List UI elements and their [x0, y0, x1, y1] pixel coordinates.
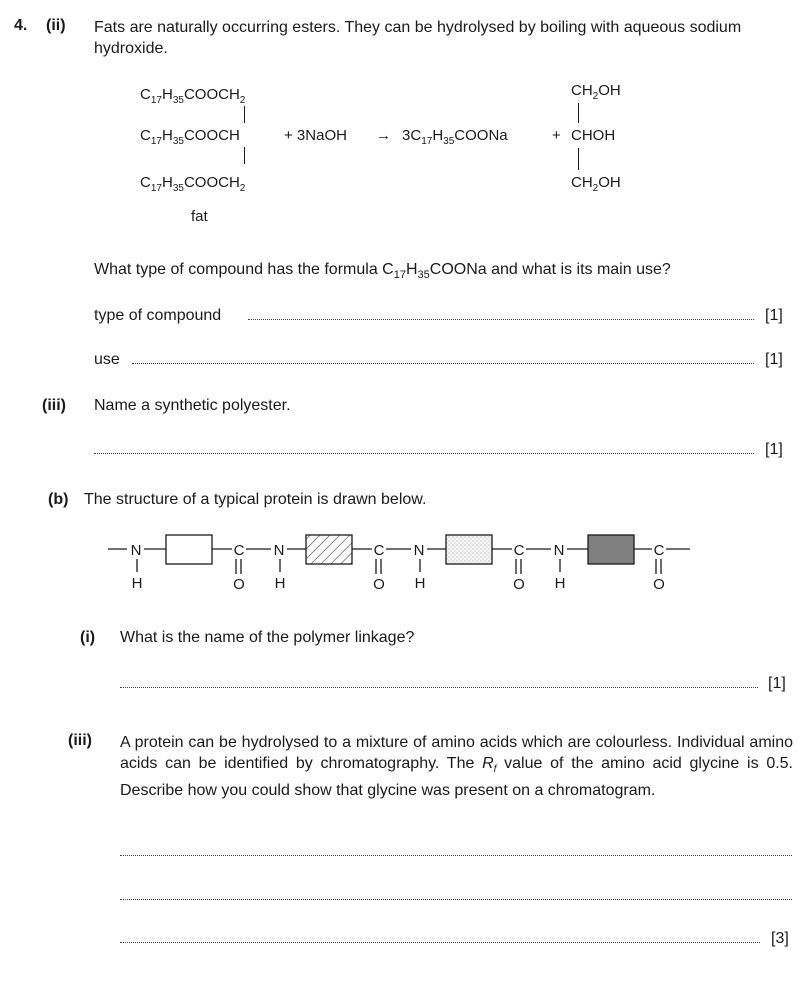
part-ii-intro: Fats are naturally occurring esters. They can be hydrolysed by boiling with aqueous sodium hydroxide.: [94, 19, 742, 57]
part-iii-label: (iii): [42, 397, 66, 414]
part-b-label: (b): [48, 491, 69, 508]
fat-formula-line-3: $C_{17}H_{35}COOCH_2$: [140, 174, 246, 194]
question-number: 4.: [14, 17, 28, 34]
rf-symbol: R: [482, 755, 494, 772]
reagent-naoh: + 3NaOH: [284, 127, 347, 144]
atom-c: C: [653, 542, 665, 559]
atom-o: O: [233, 576, 245, 593]
sub-i-label: (i): [80, 629, 96, 646]
protein-structure-diagram: [0, 528, 802, 608]
glycerol-line-3: $CH_2OH$: [571, 174, 621, 194]
answer-type-label: type of compound: [94, 307, 222, 324]
chromatography-question: A protein can be hydrolysed to a mixture of amino acids which are colourless. Individual amino acids can be identified by chromatography. The $R_f$ value of the amino acid glycine is 0.5. Describe how you could show that glycine was present on a chromatogram.: [120, 734, 794, 800]
atom-c: C: [373, 542, 385, 559]
mark-allocation: [1]: [765, 351, 783, 368]
fat-formula-line-1: $C_{17}H_{35}COOCH_2$: [140, 86, 246, 106]
atom-n: N: [553, 542, 565, 559]
mark-allocation: [1]: [765, 307, 783, 324]
atom-h: H: [274, 575, 286, 592]
fat-formula-line-2: $C_{17}H_{35}COOCH$: [140, 127, 240, 147]
atom-h: H: [554, 575, 566, 592]
mark-allocation: [3]: [771, 930, 789, 947]
atom-n: N: [413, 542, 425, 559]
answer-line-polyester[interactable]: [94, 450, 754, 454]
mark-allocation: [1]: [768, 675, 786, 692]
bond-line: [578, 148, 579, 170]
atom-c: C: [233, 542, 245, 559]
glycerol-line-1: $CH_2OH$: [571, 82, 621, 102]
fat-label: fat: [191, 208, 208, 225]
bond-line: [244, 147, 245, 164]
atom-n: N: [130, 542, 142, 559]
glycerol-line-2: CHOH: [571, 127, 616, 144]
atom-o: O: [653, 576, 665, 593]
protein-intro: The structure of a typical protein is drawn below.: [84, 491, 427, 508]
atom-o: O: [373, 576, 385, 593]
atom-h: H: [414, 575, 426, 592]
answer-line-linkage[interactable]: [120, 684, 758, 688]
atom-c: C: [513, 542, 525, 559]
sub-iii-label: (iii): [68, 732, 92, 749]
answer-line-chromatography-1[interactable]: [120, 852, 792, 856]
atom-h: H: [131, 575, 143, 592]
answer-line-type[interactable]: [248, 316, 754, 320]
bond-line: [578, 103, 579, 123]
answer-use-label: use: [94, 351, 120, 368]
mark-allocation: [1]: [765, 441, 783, 458]
soap-product-formula: $3C_{17}H_{35}COONa$: [402, 127, 508, 147]
answer-line-chromatography-3[interactable]: [120, 939, 760, 943]
answer-line-use[interactable]: [132, 360, 754, 364]
answer-line-chromatography-2[interactable]: [120, 896, 792, 900]
compound-type-question: What type of compound has the formula $C_{17}H_{35}COONa$ and what is its main use?: [94, 261, 671, 281]
reaction-arrow: →: [376, 127, 391, 144]
part-ii-label: (ii): [46, 17, 66, 34]
atom-n: N: [273, 542, 285, 559]
polyester-question: Name a synthetic polyester.: [94, 397, 291, 414]
linkage-question: What is the name of the polymer linkage?: [120, 629, 415, 646]
bond-line: [244, 106, 245, 123]
atom-o: O: [513, 576, 525, 593]
plus-sign: +: [552, 127, 561, 144]
